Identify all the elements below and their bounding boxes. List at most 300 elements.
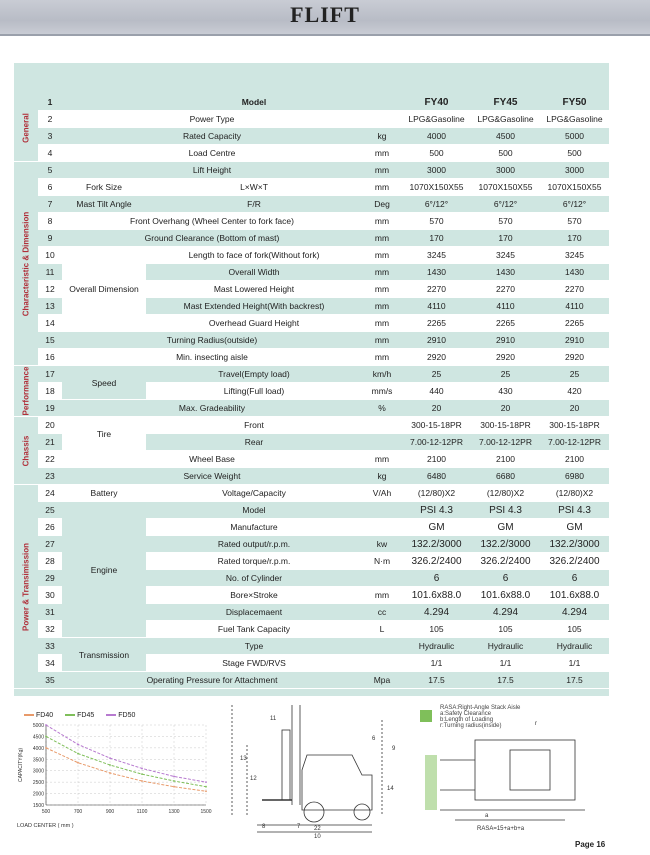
item-label: Front bbox=[146, 417, 362, 434]
unit-cell: kw bbox=[362, 536, 402, 553]
item-label: Fuel Tank Capacity bbox=[146, 621, 362, 638]
value-cell: Hydraulic bbox=[471, 638, 540, 655]
item-label: Power Type bbox=[62, 111, 362, 128]
page-title: FLIFT bbox=[290, 2, 360, 27]
unit-cell: mm bbox=[362, 230, 402, 247]
value-cell: 2265 bbox=[402, 315, 471, 332]
value-cell: 326.2/2400 bbox=[471, 553, 540, 570]
data-point bbox=[173, 786, 175, 788]
row-number: 23 bbox=[38, 468, 62, 485]
x-axis-label: LOAD CENTER ( mm ) bbox=[17, 823, 74, 829]
item-label: Travel(Empty load) bbox=[146, 366, 362, 383]
rasa-line: RASA:Right-Angle Stack Aisle bbox=[440, 705, 521, 711]
row-number: 35 bbox=[38, 672, 62, 689]
model-label: Model bbox=[146, 94, 362, 111]
item-label: Type bbox=[146, 638, 362, 655]
table-row bbox=[14, 485, 609, 502]
plan-dim-r: r bbox=[535, 721, 537, 727]
unit-cell: V/Ah bbox=[362, 485, 402, 502]
legend-label: FD50 bbox=[118, 712, 136, 719]
item-label: Mast Lowered Height bbox=[146, 281, 362, 298]
unit-cell: mm bbox=[362, 281, 402, 298]
row-number: 19 bbox=[38, 400, 62, 417]
unit-cell: cc bbox=[362, 604, 402, 621]
data-point bbox=[173, 776, 175, 778]
x-tick-label: 900 bbox=[105, 809, 115, 815]
item-label: Length to face of fork(Without fork) bbox=[146, 247, 362, 264]
value-cell: 101.6x88.0 bbox=[540, 587, 609, 604]
item-label: F/R bbox=[146, 196, 362, 213]
item-label: Operating Pressure for Attachment bbox=[62, 672, 362, 689]
value-cell: 105 bbox=[471, 621, 540, 638]
section-general bbox=[14, 94, 38, 162]
legend-label: FD40 bbox=[36, 712, 54, 719]
data-point bbox=[109, 764, 111, 766]
section-1 bbox=[14, 162, 38, 366]
value-cell: 300-15-18PR bbox=[540, 417, 609, 434]
value-cell: 500 bbox=[471, 145, 540, 162]
value-cell: Hydraulic bbox=[540, 638, 609, 655]
unit-cell: kg bbox=[362, 468, 402, 485]
value-cell: 7.00-12-12PR bbox=[402, 434, 471, 451]
value-cell: LPG&Gasoline bbox=[402, 111, 471, 128]
table-row bbox=[14, 162, 609, 179]
value-cell: 2270 bbox=[471, 281, 540, 298]
x-tick-label: 1100 bbox=[136, 809, 148, 815]
section-label: Power & Transimission bbox=[21, 542, 31, 631]
group-battery: Battery bbox=[62, 485, 146, 502]
value-cell: 6°/12° bbox=[540, 196, 609, 213]
value-cell: 3245 bbox=[471, 247, 540, 264]
value-cell: 7.00-12-12PR bbox=[540, 434, 609, 451]
data-point bbox=[45, 747, 47, 749]
unit-cell: Mpa bbox=[362, 672, 402, 689]
x-tick-label: 1500 bbox=[200, 809, 212, 815]
unit-cell: Deg bbox=[362, 196, 402, 213]
table-row bbox=[14, 366, 609, 383]
y-tick-label: 1500 bbox=[32, 803, 44, 809]
value-cell: Hydraulic bbox=[402, 638, 471, 655]
legend-label: FD45 bbox=[77, 712, 95, 719]
section-3 bbox=[14, 417, 38, 485]
unit-cell bbox=[362, 417, 402, 434]
dimension-label: 11 bbox=[270, 716, 277, 722]
y-tick-label: 3000 bbox=[32, 768, 44, 775]
row-number: 12 bbox=[38, 281, 62, 298]
table-row bbox=[14, 417, 609, 434]
unit-cell: mm bbox=[362, 162, 402, 179]
item-label: Mast Extended Height(With backrest) bbox=[146, 298, 362, 315]
value-cell: 7.00-12-12PR bbox=[471, 434, 540, 451]
dimension-label: 9 bbox=[392, 746, 396, 752]
item-label: Stage FWD/RVS bbox=[146, 655, 362, 672]
row-number: 24 bbox=[38, 485, 62, 502]
unit-cell: mm bbox=[362, 587, 402, 604]
value-cell: 570 bbox=[540, 213, 609, 230]
forklift-side-diagram bbox=[222, 700, 412, 840]
row-number: 3 bbox=[38, 128, 62, 145]
item-label: Rated output/r.p.m. bbox=[146, 536, 362, 553]
item-label: Rated torque/r.p.m. bbox=[146, 553, 362, 570]
value-cell: 3000 bbox=[402, 162, 471, 179]
data-point bbox=[141, 768, 143, 770]
value-cell: 6°/12° bbox=[471, 196, 540, 213]
row-number: 27 bbox=[38, 536, 62, 553]
value-cell: 4.294 bbox=[540, 604, 609, 621]
dimension-label: 10 bbox=[314, 834, 321, 840]
value-cell: 1/1 bbox=[471, 655, 540, 672]
value-cell: 170 bbox=[402, 230, 471, 247]
dimension-label: 6 bbox=[372, 736, 376, 742]
row-number: 33 bbox=[38, 638, 62, 655]
value-cell: 4110 bbox=[402, 298, 471, 315]
group-tire: Tire bbox=[62, 417, 146, 451]
rasa-line: a:Safety Clearance bbox=[440, 711, 492, 717]
group-cell bbox=[62, 94, 146, 111]
value-cell: 6°/12° bbox=[402, 196, 471, 213]
row-number: 2 bbox=[38, 111, 62, 128]
table-row bbox=[14, 638, 609, 655]
unit-cell: N·m bbox=[362, 553, 402, 570]
value-cell: 4000 bbox=[402, 128, 471, 145]
value-cell: 326.2/2400 bbox=[540, 553, 609, 570]
row-number: 6 bbox=[38, 179, 62, 196]
value-cell: 3245 bbox=[402, 247, 471, 264]
unit-cell bbox=[362, 570, 402, 587]
dimension-label: 7 bbox=[297, 824, 301, 830]
value-cell: LPG&Gasoline bbox=[540, 111, 609, 128]
table-row bbox=[14, 179, 609, 196]
value-cell: 6 bbox=[402, 570, 471, 587]
unit-cell: mm bbox=[362, 247, 402, 264]
item-label: Displacemaent bbox=[146, 604, 362, 621]
table-bottom-band bbox=[14, 689, 609, 696]
row-number: 21 bbox=[38, 434, 62, 451]
group-engine: Engine bbox=[62, 502, 146, 638]
value-cell: (12/80)X2 bbox=[471, 485, 540, 502]
row-number: 1 bbox=[38, 94, 62, 111]
section-label: Chassis bbox=[21, 435, 31, 466]
value-cell: GM bbox=[402, 519, 471, 536]
dimension-label: 14 bbox=[387, 786, 394, 792]
value-cell: 6480 bbox=[402, 468, 471, 485]
row-number: 22 bbox=[38, 451, 62, 468]
group-overall-dimension: Overall Dimension bbox=[62, 247, 146, 332]
unit-cell: % bbox=[362, 400, 402, 417]
data-point bbox=[141, 780, 143, 782]
series-line-FD45 bbox=[46, 736, 206, 786]
value-cell: 1070X150X55 bbox=[471, 179, 540, 196]
value-cell: 25 bbox=[471, 366, 540, 383]
unit-cell bbox=[362, 502, 402, 519]
value-cell: 440 bbox=[402, 383, 471, 400]
data-point bbox=[77, 744, 79, 746]
table-row bbox=[14, 332, 609, 349]
value-cell: 4.294 bbox=[402, 604, 471, 621]
x-tick-label: 700 bbox=[73, 809, 83, 815]
row-number: 29 bbox=[38, 570, 62, 587]
value-cell: 2910 bbox=[471, 332, 540, 349]
dimension-label: 8 bbox=[262, 824, 266, 830]
row-number: 11 bbox=[38, 264, 62, 281]
value-cell: PSI 4.3 bbox=[471, 502, 540, 519]
item-label: Rear bbox=[146, 434, 362, 451]
value-cell: 2100 bbox=[540, 451, 609, 468]
value-cell: 4.294 bbox=[471, 604, 540, 621]
dimension-label: 13 bbox=[240, 756, 247, 762]
table-top-band bbox=[14, 63, 609, 94]
item-label: Turning Radius(outside) bbox=[62, 332, 362, 349]
value-cell: 20 bbox=[471, 400, 540, 417]
data-point bbox=[205, 786, 207, 788]
table-row bbox=[14, 468, 609, 485]
item-label: Bore×Stroke bbox=[146, 587, 362, 604]
value-cell: 4500 bbox=[471, 128, 540, 145]
value-cell: 132.2/3000 bbox=[471, 536, 540, 553]
value-cell: 1430 bbox=[402, 264, 471, 281]
value-cell: 2920 bbox=[402, 349, 471, 366]
value-cell: 3000 bbox=[471, 162, 540, 179]
data-point bbox=[77, 762, 79, 764]
row-number: 4 bbox=[38, 145, 62, 162]
model-name: FY40 bbox=[402, 94, 471, 111]
row-number: 25 bbox=[38, 502, 62, 519]
row-number: 30 bbox=[38, 587, 62, 604]
value-cell: GM bbox=[471, 519, 540, 536]
value-cell: 1430 bbox=[471, 264, 540, 281]
item-label: Ground Clearance (Bottom of mast) bbox=[62, 230, 362, 247]
value-cell: 2920 bbox=[540, 349, 609, 366]
item-label: Overhead Guard Height bbox=[146, 315, 362, 332]
item-label: Lifting(Full load) bbox=[146, 383, 362, 400]
value-cell: 4110 bbox=[471, 298, 540, 315]
plan-dim-a: a bbox=[485, 813, 489, 819]
row-number: 14 bbox=[38, 315, 62, 332]
table-row bbox=[14, 451, 609, 468]
value-cell: 300-15-18PR bbox=[402, 417, 471, 434]
table-row bbox=[14, 213, 609, 230]
page-number: Page 16 bbox=[575, 840, 606, 849]
value-cell: 17.5 bbox=[402, 672, 471, 689]
rasa-line: r:Turning radius(inside) bbox=[440, 723, 502, 729]
data-point bbox=[141, 773, 143, 775]
section-label: General bbox=[21, 112, 31, 143]
value-cell: 5000 bbox=[540, 128, 609, 145]
y-tick-label: 2500 bbox=[32, 780, 44, 787]
row-number: 34 bbox=[38, 655, 62, 672]
value-cell: 2910 bbox=[402, 332, 471, 349]
row-number: 5 bbox=[38, 162, 62, 179]
row-number: 7 bbox=[38, 196, 62, 213]
item-label: Front Overhang (Wheel Center to fork face) bbox=[62, 213, 362, 230]
y-tick-label: 3500 bbox=[32, 757, 44, 764]
value-cell: 430 bbox=[471, 383, 540, 400]
value-cell: 170 bbox=[471, 230, 540, 247]
unit-cell: mm bbox=[362, 298, 402, 315]
value-cell: 326.2/2400 bbox=[402, 553, 471, 570]
table-row bbox=[14, 230, 609, 247]
data-point bbox=[45, 724, 47, 726]
spec-table bbox=[14, 94, 609, 689]
data-point bbox=[109, 757, 111, 759]
value-cell: 2265 bbox=[471, 315, 540, 332]
table-row bbox=[14, 247, 609, 264]
model-row bbox=[14, 94, 609, 111]
value-cell: 420 bbox=[540, 383, 609, 400]
rasa-formula: RASA=15+a+b+a bbox=[477, 826, 525, 832]
y-tick-label: 5000 bbox=[32, 723, 44, 729]
unit-cell bbox=[362, 434, 402, 451]
value-cell: 2100 bbox=[402, 451, 471, 468]
item-label: Voltage/Capacity bbox=[146, 485, 362, 502]
value-cell: 2270 bbox=[540, 281, 609, 298]
row-number: 20 bbox=[38, 417, 62, 434]
item-label: Min. insecting aisle bbox=[62, 349, 362, 366]
dimension-label: 22 bbox=[314, 826, 321, 832]
value-cell: 500 bbox=[540, 145, 609, 162]
value-cell: 3000 bbox=[540, 162, 609, 179]
value-cell: 1430 bbox=[540, 264, 609, 281]
value-cell: 1070X150X55 bbox=[540, 179, 609, 196]
unit-cell: mm bbox=[362, 213, 402, 230]
unit-cell: mm bbox=[362, 315, 402, 332]
series-line-FD50 bbox=[46, 725, 206, 782]
unit-cell bbox=[362, 638, 402, 655]
value-cell: 300-15-18PR bbox=[471, 417, 540, 434]
unit-cell: km/h bbox=[362, 366, 402, 383]
unit-cell bbox=[362, 519, 402, 536]
row-number: 13 bbox=[38, 298, 62, 315]
value-cell: GM bbox=[540, 519, 609, 536]
value-cell: 4110 bbox=[540, 298, 609, 315]
unit-cell: mm bbox=[362, 179, 402, 196]
value-cell: 132.2/3000 bbox=[402, 536, 471, 553]
row-number: 9 bbox=[38, 230, 62, 247]
group-speed: Speed bbox=[62, 366, 146, 400]
table-row bbox=[14, 145, 609, 162]
value-cell: 6980 bbox=[540, 468, 609, 485]
value-cell: 6680 bbox=[471, 468, 540, 485]
value-cell: PSI 4.3 bbox=[402, 502, 471, 519]
model-name: FY50 bbox=[540, 94, 609, 111]
value-cell: 1/1 bbox=[540, 655, 609, 672]
unit-cell: kg bbox=[362, 128, 402, 145]
value-cell: 101.6x88.0 bbox=[471, 587, 540, 604]
item-label: Wheel Base bbox=[62, 451, 362, 468]
value-cell: 105 bbox=[540, 621, 609, 638]
value-cell: 570 bbox=[471, 213, 540, 230]
unit-cell: mm bbox=[362, 349, 402, 366]
unit-cell: mm bbox=[362, 451, 402, 468]
row-number: 15 bbox=[38, 332, 62, 349]
row-number: 17 bbox=[38, 366, 62, 383]
data-point bbox=[205, 781, 207, 783]
row-number: 28 bbox=[38, 553, 62, 570]
section-2 bbox=[14, 366, 38, 417]
capacity-chart bbox=[14, 705, 214, 835]
row-number: 32 bbox=[38, 621, 62, 638]
y-tick-label: 2000 bbox=[32, 791, 44, 798]
value-cell: 1070X150X55 bbox=[402, 179, 471, 196]
value-cell: 1/1 bbox=[402, 655, 471, 672]
x-tick-label: 1300 bbox=[168, 809, 180, 815]
row-number: 8 bbox=[38, 213, 62, 230]
table-row bbox=[14, 111, 609, 128]
table-row bbox=[14, 400, 609, 417]
value-cell: 132.2/3000 bbox=[540, 536, 609, 553]
dimension-label: 12 bbox=[250, 776, 257, 782]
unit-cell: mm bbox=[362, 145, 402, 162]
value-cell: 20 bbox=[402, 400, 471, 417]
spec-table-wrap bbox=[14, 63, 609, 696]
forklift-plan-diagram bbox=[415, 700, 610, 840]
y-tick-label: 4000 bbox=[32, 745, 44, 752]
item-label: Rated Capacity bbox=[62, 128, 362, 145]
value-cell: (12/80)X2 bbox=[540, 485, 609, 502]
value-cell: 3245 bbox=[540, 247, 609, 264]
row-number: 26 bbox=[38, 519, 62, 536]
table-row bbox=[14, 349, 609, 366]
unit-cell: mm/s bbox=[362, 383, 402, 400]
section-label: Characteristic & Dimension bbox=[21, 211, 31, 316]
value-cell: 6 bbox=[540, 570, 609, 587]
item-label: Manufacture bbox=[146, 519, 362, 536]
value-cell: LPG&Gasoline bbox=[471, 111, 540, 128]
row-number: 31 bbox=[38, 604, 62, 621]
value-cell: 25 bbox=[402, 366, 471, 383]
row-number: 10 bbox=[38, 247, 62, 264]
item-label: Model bbox=[146, 502, 362, 519]
row-number: 16 bbox=[38, 349, 62, 366]
group-fork-size: Fork Size bbox=[62, 179, 146, 196]
value-cell: 6 bbox=[471, 570, 540, 587]
value-cell: 2265 bbox=[540, 315, 609, 332]
value-cell: 2270 bbox=[402, 281, 471, 298]
value-cell: 25 bbox=[540, 366, 609, 383]
value-cell: PSI 4.3 bbox=[540, 502, 609, 519]
data-point bbox=[205, 790, 207, 792]
value-cell: (12/80)X2 bbox=[402, 485, 471, 502]
value-cell: 2920 bbox=[471, 349, 540, 366]
unit-cell bbox=[362, 94, 402, 111]
x-tick-label: 500 bbox=[41, 809, 51, 815]
model-name: FY45 bbox=[471, 94, 540, 111]
table-row bbox=[14, 128, 609, 145]
data-point bbox=[77, 753, 79, 755]
y-axis-label: CAPACITY(Kg) bbox=[18, 747, 24, 783]
value-cell: 2100 bbox=[471, 451, 540, 468]
data-point bbox=[45, 736, 47, 738]
value-cell: 17.5 bbox=[471, 672, 540, 689]
value-cell: 170 bbox=[540, 230, 609, 247]
group-transmission: Transmission bbox=[62, 638, 146, 672]
value-cell: 101.6x88.0 bbox=[402, 587, 471, 604]
data-point bbox=[173, 780, 175, 782]
y-tick-label: 4500 bbox=[32, 734, 44, 741]
unit-cell: L bbox=[362, 621, 402, 638]
value-cell: 20 bbox=[540, 400, 609, 417]
value-cell: 500 bbox=[402, 145, 471, 162]
row-number: 18 bbox=[38, 383, 62, 400]
table-row bbox=[14, 672, 609, 689]
item-label: Load Centre bbox=[62, 145, 362, 162]
unit-cell: mm bbox=[362, 264, 402, 281]
unit-cell bbox=[362, 655, 402, 672]
group-mast-tilt: Mast Tilt Angle bbox=[62, 196, 146, 213]
section-label: Performance bbox=[21, 366, 31, 416]
value-cell: 105 bbox=[402, 621, 471, 638]
item-label: No. of Cylinder bbox=[146, 570, 362, 587]
